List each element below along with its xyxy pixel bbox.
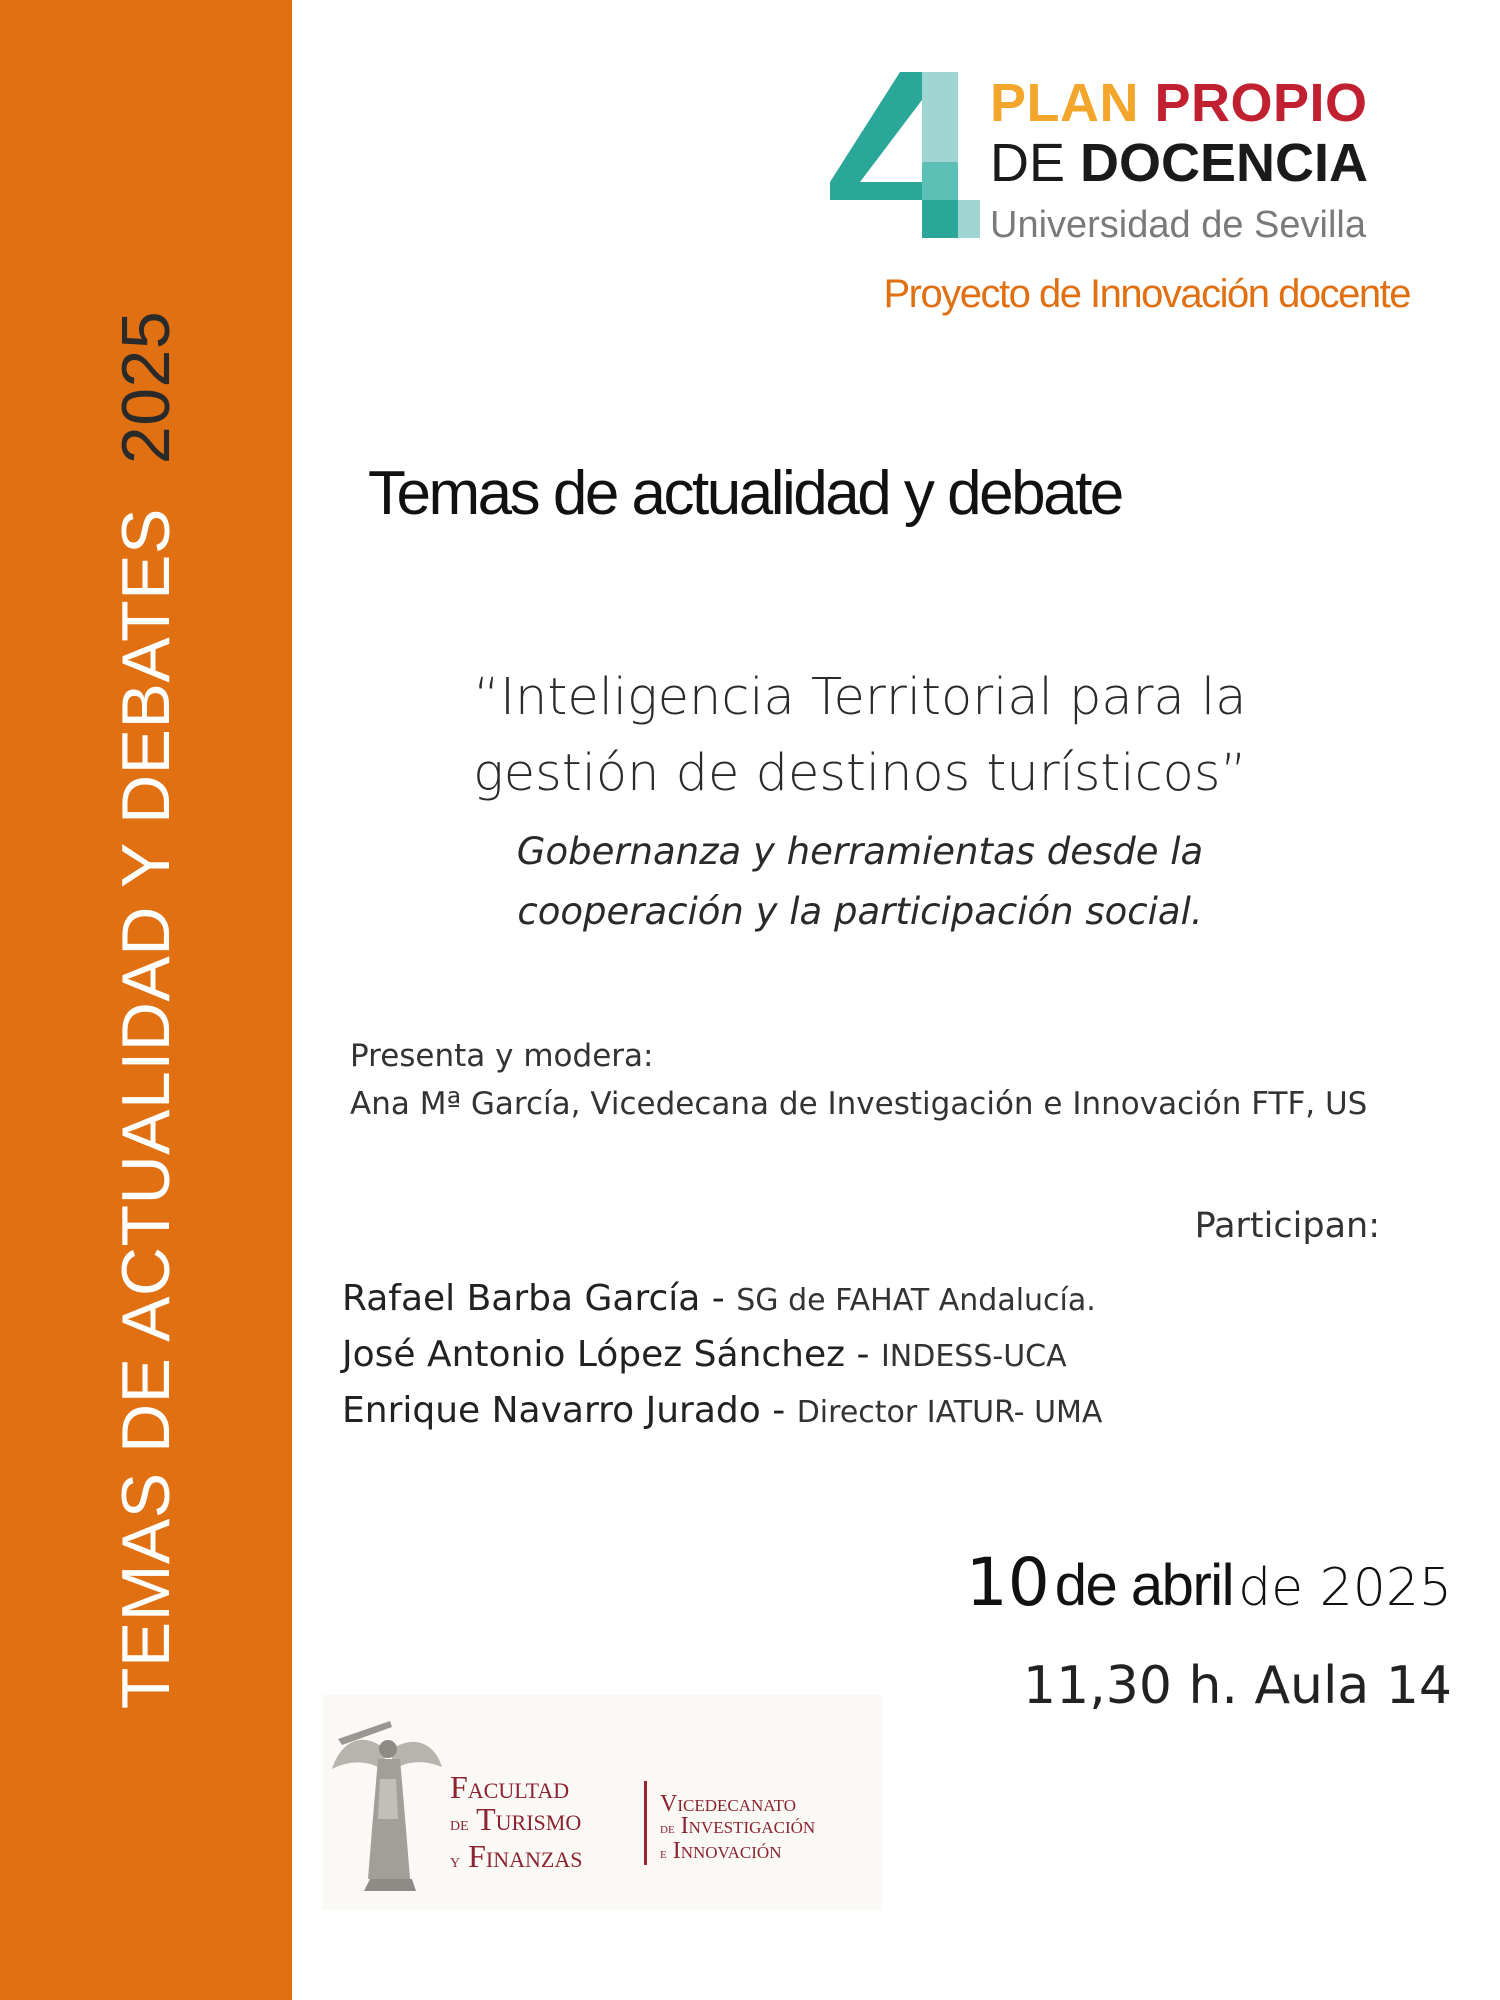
faculty-name [450, 1771, 582, 1877]
vicedecanato-name [660, 1793, 815, 1865]
faculty-logo [322, 1695, 882, 1910]
faculty-name-line-3: Finanzas [468, 1838, 583, 1874]
logo-project-subtitle: Proyecto de Innovación docente [883, 272, 1410, 316]
logo-de-word: DE [990, 133, 1066, 193]
logo-propio-word: PROPIO [1154, 73, 1368, 133]
logo-plan-word: PLAN [990, 73, 1139, 133]
participant-name: José Antonio López Sánchez [342, 1334, 846, 1375]
logo-line-plan-propio [990, 72, 1368, 134]
talk-subtitle [380, 822, 1340, 942]
angel-trumpet-icon [330, 1709, 445, 1899]
logo-divider [644, 1781, 647, 1865]
sidebar-vertical-title [107, 311, 185, 1709]
participants-list [342, 1272, 1102, 1440]
number-four-logo-icon [830, 72, 980, 242]
logo-line-de-docencia [990, 132, 1368, 194]
vicedecanato-line-1: Vicedecanato [660, 1791, 797, 1817]
vicedecanato-line-3: Innovación [672, 1838, 782, 1864]
participant-name: Rafael Barba García [342, 1278, 701, 1319]
participants-label: Participan: [1194, 1206, 1380, 1246]
participant-affiliation: Director IATUR- UMA [796, 1395, 1103, 1430]
event-date-month: de abril [1054, 1553, 1234, 1618]
participant-affiliation: INDESS-UCA [880, 1339, 1067, 1374]
vicedecanato-small-e: e [660, 1845, 667, 1862]
faculty-name-line-1: Facultad [450, 1769, 570, 1805]
participant-item: Rafael Barba García - SG de FAHAT Andalucía. [342, 1278, 1096, 1319]
section-title: Temas de actualidad y debate [368, 459, 1122, 528]
faculty-name-small-y: y [450, 1850, 461, 1872]
talk-title-line-1: “Inteligencia Territorial para la [473, 668, 1247, 727]
logo-university: Universidad de Sevilla [990, 204, 1366, 246]
participant-name: Enrique Navarro Jurado [342, 1390, 761, 1431]
event-date-day: 10 [965, 1544, 1050, 1621]
talk-block [380, 660, 1340, 942]
faculty-name-line-2: Turismo [476, 1801, 582, 1837]
sidebar-title-text: TEMAS DE ACTUALIDAD Y DEBATES [108, 508, 184, 1710]
participant-affiliation: SG de FAHAT Andalucía. [736, 1283, 1096, 1318]
moderator-name: Ana Mª García, Vicedecana de Investigación e Innovación FTF, US [350, 1086, 1368, 1122]
talk-title-line-2: gestión de destinos turísticos” [473, 744, 1247, 803]
moderator-label: Presenta y modera: [350, 1038, 654, 1074]
event-date [966, 1544, 1452, 1621]
plan-propio-logo [830, 72, 1410, 332]
participant-item: Enrique Navarro Jurado - Director IATUR- UMA [342, 1390, 1103, 1431]
event-date-year: de 2025 [1238, 1558, 1452, 1618]
faculty-name-small-de: de [450, 1813, 469, 1835]
vicedecanato-line-2: Investigación [680, 1813, 816, 1839]
sidebar-year: 2025 [108, 310, 184, 465]
talk-subtitle-line-2: cooperación y la participación social. [517, 890, 1203, 933]
moderator-block [350, 1032, 1367, 1128]
participant-item: José Antonio López Sánchez - INDESS-UCA [342, 1334, 1067, 1375]
vicedecanato-small-de: de [660, 1820, 675, 1837]
talk-subtitle-line-1: Gobernanza y herramientas desde la [516, 830, 1204, 873]
sidebar-band [0, 0, 292, 2000]
talk-title [380, 660, 1340, 812]
logo-docencia-word: DOCENCIA [1080, 133, 1369, 193]
event-time-place: 11,30 h. Aula 14 [1023, 1656, 1452, 1716]
